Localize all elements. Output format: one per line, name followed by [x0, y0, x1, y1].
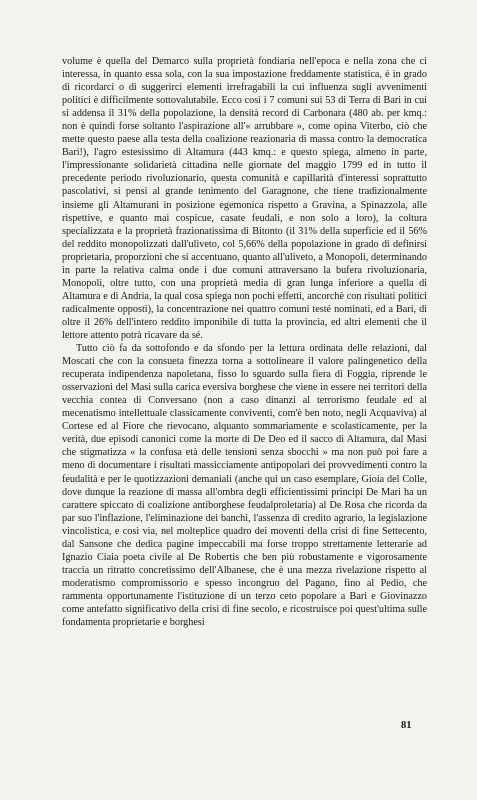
body-paragraph-2: Tutto ciò fa da sottofondo e da sfondo per la lettura ordinata delle relazioni, dal Moscati che con la consueta finezza torna a sottolineare il valore palingenetico della recuperata indipendenza napoletana, fisso lo sguardo sulla fiera di Foggia, riprende le osservazioni del Masi sulla carica eversiva borghese che viene in essere nei territori della vecchia contea di Conversano (non a caso dinanzi al terrorismo feudale ed al mecenatismo intellettuale classicamente conviventi, com'è ben noto, negli Acquaviva) al Cortese ed al Fiore che rievocano, alquanto sommariamente e scolasticamente, per la verità, due episodi canonici come la morte di De Deo ed il sacco di Altamura, dal Masi che stigmatizza « la confusa età delle tensioni senza sbocchi » ma non può poi fare a meno di documentare i risultati massicciamente antipopolari dei provvedimenti contro la feudalità e per le quotizzazioni demaniali (anche qui un caso esemplare, Gioia del Colle, dove dunque la reazione di massa all'ombra degli efficientissimi principi De Mari ha un carattere spiccato di coalizione antiborghese feudalproletaria) al De Rosa che ricorda da par suo l'inflazione, l'eliminazione dei banchi, l'assenza di credito agrario, la legislazione vincolistica, e così via, nel molteplice quadro dei moventi della crisi di fine Settecento, dal Sansone che dedica pagine impeccabili ma forse troppo strettamente letterarie ad Ignazio Ciaia poeta civile al De Robertis che ben più robustamente e vigorosamente traccia un ritratto concretissimo dell'Albanese, che è una mezza rivelazione rispetto al moderatismo compromissorio e spesso incongruo del Pagano, fino al Pedio, che rammenta opportunamente l'istituzione di un terzo ceto popolare a Bari e Giovinazzo come antefatto significativo della crisi di fine secolo, e ricostruisce poi quest'ultima sulle fondamenta proprietarie e borghesi: [62, 343, 427, 629]
body-paragraph-1: volume è quella del Demarco sulla proprietà fondiaria nell'epoca e nella zona che ci interessa, in quanto essa sola, con la sua impostazione freddamente statistica, è in grado di ricordarci o di suggerirci elementi irrefragabili la cui influenza sugli avvenimenti politici è difficilmente sottovalutabile. Ecco così i 7 comuni sui 53 di Terra di Bari in cui si addensa il 31% della popolazione, la densità record di Carbonara (480 ab. per kmq.: non è quindi forse soltanto l'aspirazione all'« arrubbare », come opina Viterbo, ciò che mette questo paese alla testa della coalizione reazionaria di massa contro la democratica Bari!), l'agro estesissimo di Altamura (443 kmq.: e questo spiega, almeno in parte, l'impressionante solidarietà cittadina nelle giornate del maggio 1799 ed in tutto il precedente periodo rivoluzionario, questa comunità e capillarità d'interessi soprattutto pascolativi, si pensi al grande tenimento del Garagnone, che tiene tradizionalmente insieme gli Altamurani in posizione egemonica rispetto a Gravina, a Spinazzola, alle rispettive, e quanto mai cospicue, casate feudali, e non solo a loro), la coltura specializzata e la proprietà frazionatissima di Bitonto (il 31% della superficie ed il 56% del reddito monopolizzati dall'uliveto, col 5,66% della popolazione in grado di definirsi proprietaria, proporzioni che si accentuano, quanto all'uliveto, a Monopoli, determinando in parte la relativa calma onde i due comuni attraversano la bufera rivoluzionaria, Monopoli, oltre tutto, con una proprietà media di gran lunga inferiore a quella di Altamura e di Andria, la qual cosa spiega non pochi effetti, ancorchè con risultati politici radicalmente opposti), la concentrazione nei quattro comuni testé nominati, ed a Bari, di oltre il 26% dell'intero reddito imponibile di tutta la provincia, ed altri elementi che il lettore attento potrà ricavare da sé.: [62, 56, 427, 341]
page-number: 81: [401, 720, 412, 731]
